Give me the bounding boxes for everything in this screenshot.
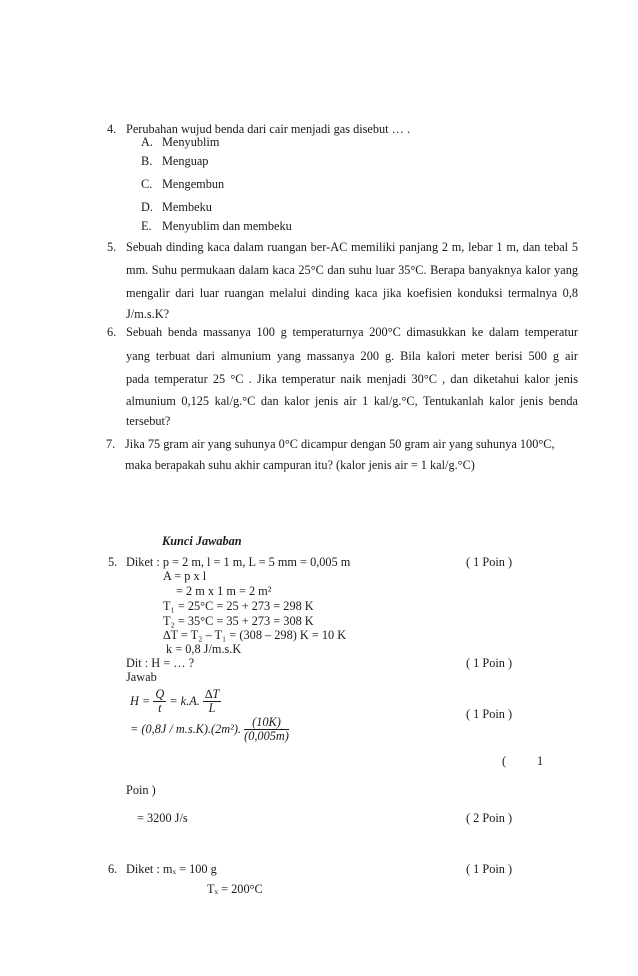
- question-5-line: mm. Suhu permukaan dalam kaca 25°C dan suhu luar 35°C. Berapa banyaknya kalor yang: [126, 263, 578, 277]
- answer-5-number: 5.: [108, 555, 118, 569]
- point-label-wrapped: Poin ): [126, 783, 156, 797]
- area-line-2: = 2 m x 1 m = 2 m²: [176, 584, 272, 598]
- question-7-line: Jika 75 gram air yang suhunya 0°C dicampur dengan 50 gram air yang suhunya 100°C,: [125, 437, 555, 451]
- fraction-dt-over-l: $\frac{\Delta T}{L}$: [204, 687, 220, 715]
- formula-mid: = k.A.: [169, 694, 200, 708]
- option-e: E. Menyublim dan membeku: [141, 219, 292, 233]
- point-value: 1: [537, 754, 544, 768]
- question-6-line: yang terbuat dari almunium yang massanya 200 g. Bila kalori meter berisi 500 g air: [126, 349, 578, 363]
- point-label: ( 1 Poin ): [466, 862, 513, 876]
- question-6-line: pada temperatur 25 °C . Jika temperatur naik menjadi 30°C , dan diketahui kalor jenis: [126, 372, 578, 386]
- k-line: k = 0,8 J/m.s.K: [166, 642, 242, 656]
- option-c: C. Mengembun: [141, 177, 225, 191]
- t1-line: T₁ = 25°C = 25 + 273 = 298 K: [163, 599, 314, 613]
- formula-heat: [130, 688, 221, 715]
- option-a: A. Menyublim: [141, 135, 220, 149]
- formula-substitution: [130, 716, 289, 743]
- question-5-line: J/m.s.K?: [126, 307, 170, 321]
- point-label: ( 1 Poin ): [466, 555, 513, 569]
- question-number: 4.: [107, 122, 117, 136]
- question-6-number: 6.: [107, 325, 117, 339]
- point-label: ( 2 Poin ): [466, 811, 513, 825]
- dit-line: Dit : H = … ?: [126, 656, 195, 670]
- point-open-paren: (: [502, 754, 507, 768]
- question-7-line: maka berapakah suhu akhir campuran itu? (kalor jenis air = 1 kal/g.°C): [125, 458, 475, 472]
- question-6-line: tersebut?: [126, 414, 171, 428]
- point-label: ( 1 Poin ): [466, 707, 513, 721]
- answer-6-number: 6.: [108, 862, 118, 876]
- option-b: B. Menguap: [141, 154, 209, 168]
- answer-key-title: Kunci Jawaban: [162, 534, 242, 548]
- answer-5-diket: Diket : p = 2 m, l = 1 m, L = 5 mm = 0,005 m: [126, 555, 351, 569]
- question-text: Perubahan wujud benda dari cair menjadi gas disebut … .: [126, 122, 411, 136]
- substitution-left: = (0,8J / m.s.K).(2m²).: [130, 722, 242, 736]
- question-6-line: almunium 0,125 kal/g.°C dan kalor jenis air 1 kal/g.°C, Tentukanlah kalor jenis benda: [126, 394, 578, 408]
- delta-t-line: ∆T = T₂ – T₁ = (308 – 298) K = 10 K: [163, 628, 347, 642]
- fraction-10k-over-length: $\frac{(10K)}{(0,005m)}$: [244, 715, 289, 743]
- t2-line: T₂ = 35°C = 35 + 273 = 308 K: [163, 614, 314, 628]
- question-5-line: Sebuah dinding kaca dalam ruangan ber-AC memiliki panjang 2 m, lebar 1 m, dan tebal 5: [126, 240, 578, 254]
- jawab-label: Jawab: [126, 670, 157, 684]
- tx-line: Tₓ = 200°C: [207, 882, 263, 896]
- area-line-1: A = p x l: [163, 569, 207, 583]
- question-6-line: Sebuah benda massanya 100 g temperaturnya 200°C dimasukkan ke dalam temperatur: [126, 325, 578, 339]
- answer-6-diket: Diket : mₓ = 100 g: [126, 862, 217, 876]
- point-label: ( 1 Poin ): [466, 656, 513, 670]
- question-5-number: 5.: [107, 240, 117, 254]
- fraction-q-over-t: $\frac{Q}{t}$: [155, 687, 165, 715]
- formula-lhs: H =: [130, 694, 151, 708]
- question-5-line: mengalir dari luar ruangan melalui dinding kaca jika koefisien konduksi termalnya 0,8: [126, 286, 578, 300]
- option-d: D. Membeku: [141, 200, 212, 214]
- question-7-number: 7.: [106, 437, 116, 451]
- result-line: = 3200 J/s: [137, 811, 188, 825]
